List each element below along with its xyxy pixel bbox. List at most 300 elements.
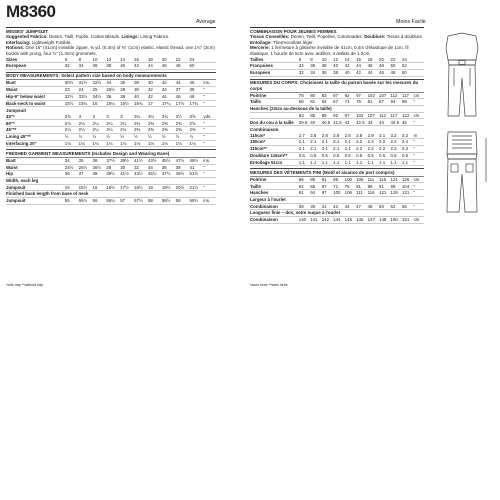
table-cell: 32 (148, 87, 162, 94)
table-cell: 86 (299, 177, 310, 183)
table-cell: 34 (310, 69, 321, 76)
table-cell: 107 (368, 112, 379, 119)
table-cell: 46 (368, 63, 379, 70)
table-cell: 16 (93, 184, 107, 191)
table-cell: 25 (93, 87, 107, 94)
table-cell (190, 177, 204, 184)
table-cell: 2⅜ (134, 120, 148, 127)
table-cell (106, 177, 120, 184)
english-title: MISSES' JUMPSUIT (6, 27, 216, 34)
table-cell: 92 (345, 93, 356, 99)
table-cell: 16¾ (134, 100, 148, 107)
table-cell: 50 (402, 69, 413, 76)
table-cell: 50 (379, 203, 390, 210)
table-cell: 45 (402, 119, 413, 126)
table-row (6, 127, 216, 134)
table-cell: 3.2 (402, 133, 413, 139)
table-cell: 16 (93, 100, 107, 107)
table-cell: 2.8 (345, 133, 356, 139)
table-cell: 3 (79, 114, 93, 120)
table-cell: 42 (162, 80, 176, 86)
table-cell: " (203, 93, 216, 100)
table-cell: 20½ (176, 184, 190, 191)
row-label: Bust (6, 80, 65, 86)
table-cell: 41½ (134, 158, 148, 164)
table-cell (379, 196, 390, 203)
table-cell: 34 (148, 164, 162, 171)
table-cell: cm (413, 177, 424, 183)
table-cell: " (413, 146, 424, 153)
table-row (6, 184, 216, 191)
row-label: Bust (6, 158, 65, 164)
table-cell: 47½ (162, 171, 176, 178)
table-cell: 38 (106, 63, 120, 70)
table-cell: 94 (391, 99, 402, 106)
table-cell: 42 (333, 203, 344, 210)
table-cell: 2¾ (65, 114, 79, 120)
table-cell: 1⅛ (162, 140, 176, 147)
table-cell: 10 (322, 56, 333, 62)
table-cell: 2¼ (120, 120, 134, 127)
table-cell: 2.2 (356, 146, 367, 153)
table-cell: 47½ (176, 158, 190, 164)
table-cell: 121 (391, 177, 402, 183)
table-cell: 26½ (93, 164, 107, 171)
table-cell: 104 (402, 183, 413, 190)
table-row (6, 100, 216, 107)
english-finished-title: FINISHED GARMENT MEASUREMENTS (Includes Design and Wearing Ease) (6, 149, 216, 158)
table-cell: 16¼ (106, 100, 120, 107)
table-cell: 2⅝ (190, 120, 204, 127)
table-cell: 91 (299, 190, 310, 197)
table-cell: 57½ (134, 197, 148, 204)
jumpsuit-front-sketch (432, 30, 492, 120)
table-cell: 41 (190, 164, 204, 171)
french-interfacing: Entoilage: Thermocollant léger. (250, 39, 314, 45)
row-label: European (6, 63, 65, 70)
table-cell: 83 (322, 93, 333, 99)
table-cell: 95 (333, 177, 344, 183)
table-row (6, 87, 216, 94)
table-cell: 142 (322, 216, 333, 223)
table-cell: 2.7 (299, 133, 310, 139)
row-label: Lining 45"** (6, 133, 65, 140)
table-row (6, 63, 216, 70)
table-row (6, 191, 216, 198)
table-cell: 30 (120, 164, 134, 171)
table-cell: 2⅜ (162, 120, 176, 127)
row-label: Européen (250, 69, 299, 76)
table-cell: 116 (368, 190, 379, 197)
table-cell: 2.8 (333, 133, 344, 139)
french-title: COMBINAISON POUR JEUNES FEMMES (250, 27, 424, 34)
table-cell: 12 (106, 56, 120, 62)
table-cell (413, 210, 424, 217)
table-cell: 2.2 (391, 146, 402, 153)
table-cell (148, 177, 162, 184)
table-cell: 55½ (79, 197, 93, 204)
table-cell: 81 (356, 183, 367, 190)
table-cell: 1⅛ (120, 140, 134, 147)
table-cell: 59½ (190, 197, 204, 204)
table-cell (379, 210, 390, 217)
english-column (6, 27, 216, 205)
table-cell: 2.2 (379, 146, 390, 153)
table-cell (203, 177, 216, 184)
table-cell: 24 (79, 87, 93, 94)
table-cell: 34 (65, 158, 79, 164)
row-label: Combinaison (250, 216, 299, 223)
table-row (6, 177, 216, 184)
table-cell: 26½ (106, 87, 120, 94)
table-cell: 2¼ (93, 127, 107, 134)
table-cell: 1⅛ (176, 140, 190, 147)
row-label: Tailles (250, 56, 299, 62)
table-cell: 99 (391, 183, 402, 190)
table-cell: " (413, 152, 424, 159)
table-cell: 44 (162, 93, 176, 100)
table-row (250, 99, 424, 106)
table-row (6, 93, 216, 100)
table-cell: 34 (79, 63, 93, 70)
table-cell: 2.2 (402, 146, 413, 153)
french-notions: Mercerie: 1 fermeture à glissière invisible de 41cm, 0.4m d'élastique de 1cm, fil élastique, 1 boucle de 5cm avec ardillon, 4 œillets de 1.3cm. (250, 45, 409, 56)
table-cell (203, 191, 216, 198)
table-cell: " (203, 127, 216, 134)
table-cell: 19 (148, 184, 162, 191)
french-yardage-table (250, 133, 424, 166)
table-cell: 39½ (120, 158, 134, 164)
row-label: Entoilage 51cm (250, 159, 299, 166)
table-cell: 44 (176, 80, 190, 86)
table-row (6, 133, 216, 140)
table-cell: 20 (379, 56, 390, 62)
table-cell: 16 (134, 56, 148, 62)
table-cell: 24½ (65, 164, 79, 171)
table-cell: 117 (402, 93, 413, 99)
table-cell: 2.1 (299, 139, 310, 146)
table-cell: 41½ (120, 171, 134, 178)
table-cell: 56 (93, 197, 107, 204)
table-cell (65, 177, 79, 184)
table-cell: 15 (65, 184, 79, 191)
table-cell (368, 106, 379, 113)
row-label: Poitrine (250, 177, 299, 183)
table-cell (368, 210, 379, 217)
table-cell: " (413, 159, 424, 166)
table-cell: 32 (134, 164, 148, 171)
table-cell: 1⅛ (148, 140, 162, 147)
table-cell: 17½ (176, 100, 190, 107)
table-cell: 17½ (120, 184, 134, 191)
table-cell: 126 (402, 177, 413, 183)
table-cell: 97 (356, 93, 367, 99)
table-cell: " (203, 100, 216, 107)
table-cell (299, 196, 310, 203)
table-cell: 1.1 (322, 159, 333, 166)
table-cell: 2⅜ (148, 127, 162, 134)
table-cell: 32 (299, 69, 310, 76)
table-cell: 71 (333, 183, 344, 190)
table-cell: 151 (402, 216, 413, 223)
table-cell: 40.5 (322, 119, 333, 126)
table-cell: 50 (391, 63, 402, 70)
table-cell: 20 (162, 56, 176, 62)
table-cell: 2.2 (368, 139, 379, 146)
table-cell: 0.5 (368, 152, 379, 159)
table-cell: 40 (345, 69, 356, 76)
table-cell: ½ (148, 133, 162, 140)
table-cell: 100 (333, 190, 344, 197)
table-cell: 2.2 (391, 139, 402, 146)
table-row (6, 164, 216, 171)
difficulty-level-fr: Moins Facile (396, 19, 426, 25)
table-cell: 1⅛ (134, 140, 148, 147)
table-cell (345, 210, 356, 217)
table-cell: 3 (120, 114, 134, 120)
table-cell: 99 (402, 99, 413, 106)
table-cell: 42 (356, 69, 367, 76)
english-body-table (6, 80, 216, 107)
table-row (250, 152, 424, 159)
table-cell: 2¼ (93, 120, 107, 127)
row-label: Poitrine (250, 93, 299, 99)
table-cell: cm (413, 93, 424, 99)
table-row (250, 190, 424, 197)
table-row (250, 159, 424, 166)
table-cell: 22 (176, 56, 190, 62)
row-label: 150cm* (250, 139, 299, 146)
table-cell: ½ (162, 133, 176, 140)
table-cell: 16 (356, 56, 367, 62)
table-cell: 2.1 (322, 146, 333, 153)
table-cell: 102 (356, 112, 367, 119)
table-cell: 44 (345, 203, 356, 210)
table-cell (402, 196, 413, 203)
table-cell: 131 (402, 190, 413, 197)
english-sizes-table (6, 56, 216, 69)
table-cell: 0.5 (310, 152, 321, 159)
table-cell: 1.1 (402, 159, 413, 166)
table-cell: ins. (203, 197, 216, 204)
french-column (250, 27, 424, 224)
row-label: Width, each leg (6, 177, 65, 184)
table-cell: 2¼ (106, 127, 120, 134)
table-cell: 45½ (148, 171, 162, 178)
table-cell: 42 (345, 119, 356, 126)
table-cell: 58½ (162, 197, 176, 204)
table-row (6, 120, 216, 127)
table-cell: 50 (190, 63, 204, 70)
table-cell: 62 (299, 183, 310, 190)
table-cell: 92 (333, 112, 344, 119)
table-cell (391, 106, 402, 113)
table-cell: yds. (203, 114, 216, 120)
table-cell: 40 (148, 80, 162, 86)
table-cell: 141 (310, 216, 321, 223)
row-label: Sizes (6, 56, 65, 62)
table-cell: 40 (310, 119, 321, 126)
table-cell: 2.9 (368, 133, 379, 139)
table-cell: 3⅝ (190, 114, 204, 120)
table-cell (106, 191, 120, 198)
table-cell: 46 (176, 93, 190, 100)
table-cell: 14 (120, 56, 134, 62)
table-cell: 2⅜ (162, 127, 176, 134)
table-cell: 1⅛ (65, 140, 79, 147)
table-cell: 122 (402, 112, 413, 119)
table-cell: 39 (310, 203, 321, 210)
table-cell: 8 (79, 56, 93, 62)
table-cell: " (413, 203, 424, 210)
row-label: Hip-9" below waist (6, 93, 65, 100)
table-row (250, 119, 424, 126)
table-cell: 49½ (176, 171, 190, 178)
table-cell: 0.5 (379, 152, 390, 159)
table-cell (134, 191, 148, 198)
table-cell: 36 (93, 158, 107, 164)
table-cell: 112 (379, 112, 390, 119)
table-cell: 18 (368, 56, 379, 62)
table-cell: 51½ (190, 171, 204, 178)
table-cell: 15½ (79, 184, 93, 191)
table-cell: 37 (176, 87, 190, 94)
table-cell: 19½ (162, 184, 176, 191)
table-cell: 12 (333, 56, 344, 62)
table-cell: 18 (148, 56, 162, 62)
row-label: Longueur finie – dos, votre nuque à l'ourlet (250, 210, 341, 216)
table-cell: " (203, 87, 216, 94)
row-label: Finished back length from base of neck (6, 191, 89, 197)
table-cell: 97 (322, 190, 333, 197)
table-row (6, 171, 216, 178)
table-cell: 2¼ (106, 120, 120, 127)
row-label: Combinaison (250, 203, 299, 210)
table-cell: 48 (391, 69, 402, 76)
table-row (6, 197, 216, 204)
table-cell: 2.2 (368, 146, 379, 153)
french-sizes-table (250, 56, 424, 76)
table-cell: 23 (65, 87, 79, 94)
table-cell: 2.1 (310, 146, 321, 153)
french-jumpsuit-title: Combinaison (250, 127, 279, 133)
table-cell: 85 (310, 112, 321, 119)
row-label: Hanches (23cm au-dessous de la taille) (250, 106, 332, 112)
table-cell (93, 177, 107, 184)
table-cell: 42 (148, 93, 162, 100)
table-cell: 64 (322, 99, 333, 106)
table-cell: 42 (345, 63, 356, 70)
table-cell: 41.5 (333, 119, 344, 126)
table-cell: 116 (379, 177, 390, 183)
table-cell: 38 (299, 203, 310, 210)
table-cell: ins. (203, 80, 216, 86)
table-cell (391, 210, 402, 217)
table-cell (413, 196, 424, 203)
table-cell (162, 177, 176, 184)
table-row (250, 216, 424, 223)
table-cell: 44 (356, 63, 367, 70)
table-cell: 40 (120, 63, 134, 70)
table-cell: 6 (65, 56, 79, 62)
table-cell: 2¼ (120, 127, 134, 134)
row-label: 60"* (6, 120, 65, 127)
table-cell: 34½ (93, 93, 107, 100)
table-cell: 0.5 (345, 152, 356, 159)
table-cell: 30½ (65, 80, 79, 86)
table-cell: 0.5 (322, 152, 333, 159)
table-cell: 107 (379, 93, 390, 99)
table-cell (79, 177, 93, 184)
table-cell (413, 63, 424, 70)
table-cell: 48 (176, 63, 190, 70)
table-cell: 57 (120, 197, 134, 204)
table-row (250, 203, 424, 210)
table-cell (322, 196, 333, 203)
row-label: Taille (250, 99, 299, 106)
table-cell: ½ (190, 133, 204, 140)
table-cell: 91 (379, 183, 390, 190)
english-fabrics: Suggested Fabrics: Denim, Twill, Poplin, Cotton Blends. Linings: Lining Fabrics. (6, 34, 170, 40)
table-cell: 28 (120, 87, 134, 94)
english-finished-table (6, 158, 216, 205)
french-fabrics: Tissus Conseillés: Denim, Twill, Popeline, Cotonnades. Doublure: Tissus à doublure. (250, 34, 424, 40)
table-cell (310, 196, 321, 203)
table-cell: 40 (134, 93, 148, 100)
table-row (250, 69, 424, 76)
table-cell: 2⅛ (79, 120, 93, 127)
table-cell: 42.5 (356, 119, 367, 126)
table-cell: 55 (65, 197, 79, 204)
table-cell: " (413, 183, 424, 190)
table-cell: 43½ (148, 158, 162, 164)
table-cell: 0.5 (333, 152, 344, 159)
table-cell: 1.1 (379, 159, 390, 166)
table-cell: 45½ (162, 158, 176, 164)
table-cell: 0.5 (402, 152, 413, 159)
table-cell (190, 191, 204, 198)
table-cell: 86 (368, 183, 379, 190)
table-cell: 32 (65, 63, 79, 70)
table-row (250, 146, 424, 153)
table-cell: 1.1 (345, 159, 356, 166)
table-cell: 65 (310, 183, 321, 190)
table-cell (148, 191, 162, 198)
table-cell: 44 (148, 63, 162, 70)
table-cell: 1⅛ (190, 140, 204, 147)
table-cell: 87 (333, 93, 344, 99)
table-cell: 52 (391, 203, 402, 210)
table-cell (356, 210, 367, 217)
row-label: Hanches (250, 190, 299, 197)
table-row (250, 183, 424, 190)
table-cell: 2.2 (379, 139, 390, 146)
table-cell (356, 106, 367, 113)
table-cell: 34 (106, 80, 120, 86)
row-label: Hip (6, 171, 65, 178)
english-interfacing: Interfacing: Lightweight Fusible. (6, 39, 72, 45)
table-cell: 3½ (176, 114, 190, 120)
table-cell: 56¼ (106, 197, 120, 204)
table-cell: 3 (93, 114, 107, 120)
table-cell: 111 (368, 177, 379, 183)
table-cell: 3¾ (162, 114, 176, 120)
table-cell: 2.1 (322, 139, 333, 146)
table-cell: ½ (93, 133, 107, 140)
table-cell: 2⅜ (148, 120, 162, 127)
table-cell: 32½ (93, 80, 107, 86)
row-label: Largeur à l'ourlet (250, 196, 299, 203)
